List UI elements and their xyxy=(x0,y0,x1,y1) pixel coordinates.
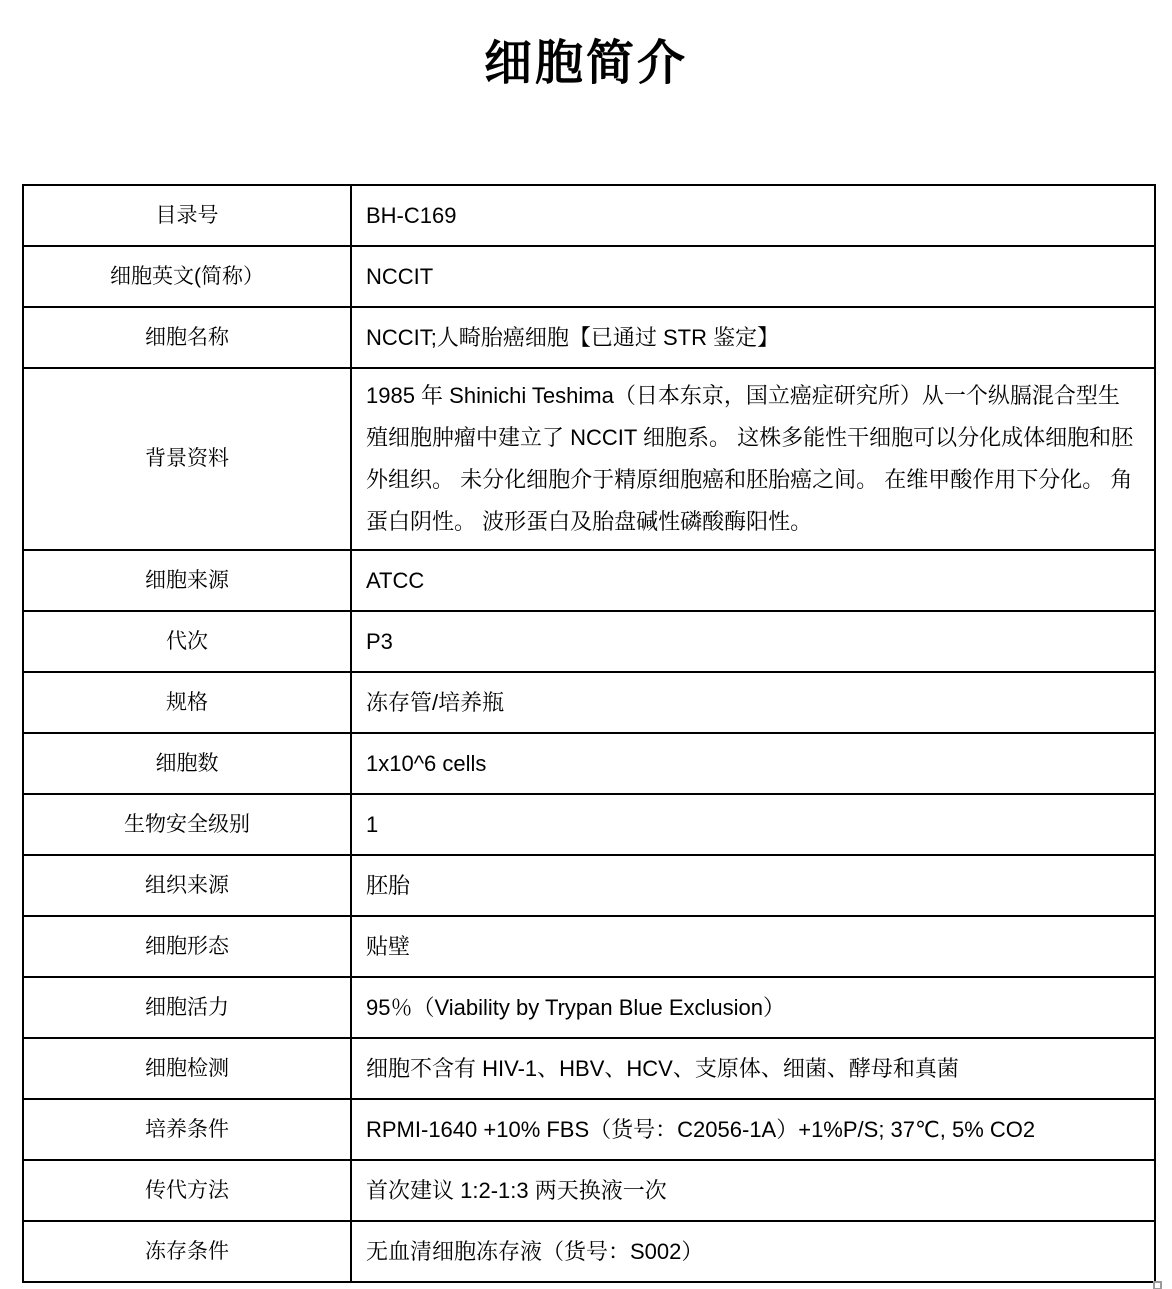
row-value: 1985 年 Shinichi Teshima（日本东京，国立癌症研究所）从一个纵膈混合型生殖细胞肿瘤中建立了 NCCIT 细胞系。 这株多能性干细胞可以分化成体细胞和胚外组织。 未分化细胞介于精原细胞癌和胚胎癌之间。 在维甲酸作用下分化。 角蛋白阴性。 波形蛋白及胎盘碱性磷酸酶阳性。 xyxy=(351,368,1155,550)
row-value: 无血清细胞冻存液（货号：S002） xyxy=(351,1221,1155,1282)
row-label: 代次 xyxy=(23,611,351,672)
row-value: NCCIT;人畸胎癌细胞【已通过 STR 鉴定】 xyxy=(351,307,1155,368)
row-label: 细胞检测 xyxy=(23,1038,351,1099)
table-row xyxy=(23,855,1155,916)
row-label: 目录号 xyxy=(23,185,351,246)
table-resize-handle-icon xyxy=(1153,1281,1162,1289)
row-label: 培养条件 xyxy=(23,1099,351,1160)
row-label: 细胞英文(简称） xyxy=(23,246,351,307)
row-value: 细胞不含有 HIV-1、HBV、HCV、支原体、细菌、酵母和真菌 xyxy=(351,1038,1155,1099)
row-label: 生物安全级别 xyxy=(23,794,351,855)
row-label: 细胞数 xyxy=(23,733,351,794)
table-row xyxy=(23,794,1155,855)
table-row xyxy=(23,185,1155,246)
row-label: 组织来源 xyxy=(23,855,351,916)
table-row xyxy=(23,368,1155,550)
row-value: 1x10^6 cells xyxy=(351,733,1155,794)
table-row xyxy=(23,672,1155,733)
table-row xyxy=(23,733,1155,794)
row-value: 冻存管/培养瓶 xyxy=(351,672,1155,733)
table-row xyxy=(23,307,1155,368)
table-row xyxy=(23,611,1155,672)
cell-info-table-body xyxy=(23,185,1155,1282)
row-label: 传代方法 xyxy=(23,1160,351,1221)
table-row xyxy=(23,1160,1155,1221)
row-value: 95％（Viability by Trypan Blue Exclusion） xyxy=(351,977,1155,1038)
cell-info-table xyxy=(22,184,1156,1283)
row-value: 贴壁 xyxy=(351,916,1155,977)
row-value: 首次建议 1:2-1:3 两天换液一次 xyxy=(351,1160,1155,1221)
row-label: 细胞来源 xyxy=(23,550,351,611)
row-value: 胚胎 xyxy=(351,855,1155,916)
row-value: NCCIT xyxy=(351,246,1155,307)
row-label: 细胞名称 xyxy=(23,307,351,368)
table-row xyxy=(23,1038,1155,1099)
row-label: 细胞活力 xyxy=(23,977,351,1038)
row-label: 细胞形态 xyxy=(23,916,351,977)
table-row xyxy=(23,1099,1155,1160)
table-row xyxy=(23,550,1155,611)
row-label: 规格 xyxy=(23,672,351,733)
row-value: 1 xyxy=(351,794,1155,855)
table-row xyxy=(23,1221,1155,1282)
row-label: 冻存条件 xyxy=(23,1221,351,1282)
table-row xyxy=(23,977,1155,1038)
table-row xyxy=(23,246,1155,307)
row-value: ATCC xyxy=(351,550,1155,611)
row-value: BH-C169 xyxy=(351,185,1155,246)
row-value: P3 xyxy=(351,611,1155,672)
row-value: RPMI-1640 +10% FBS（货号：C2056-1A）+1%P/S; 37℃, 5% CO2 xyxy=(351,1099,1155,1160)
page-title: 细胞简介 xyxy=(483,37,688,90)
row-label: 背景资料 xyxy=(23,368,351,550)
table-row xyxy=(23,916,1155,977)
